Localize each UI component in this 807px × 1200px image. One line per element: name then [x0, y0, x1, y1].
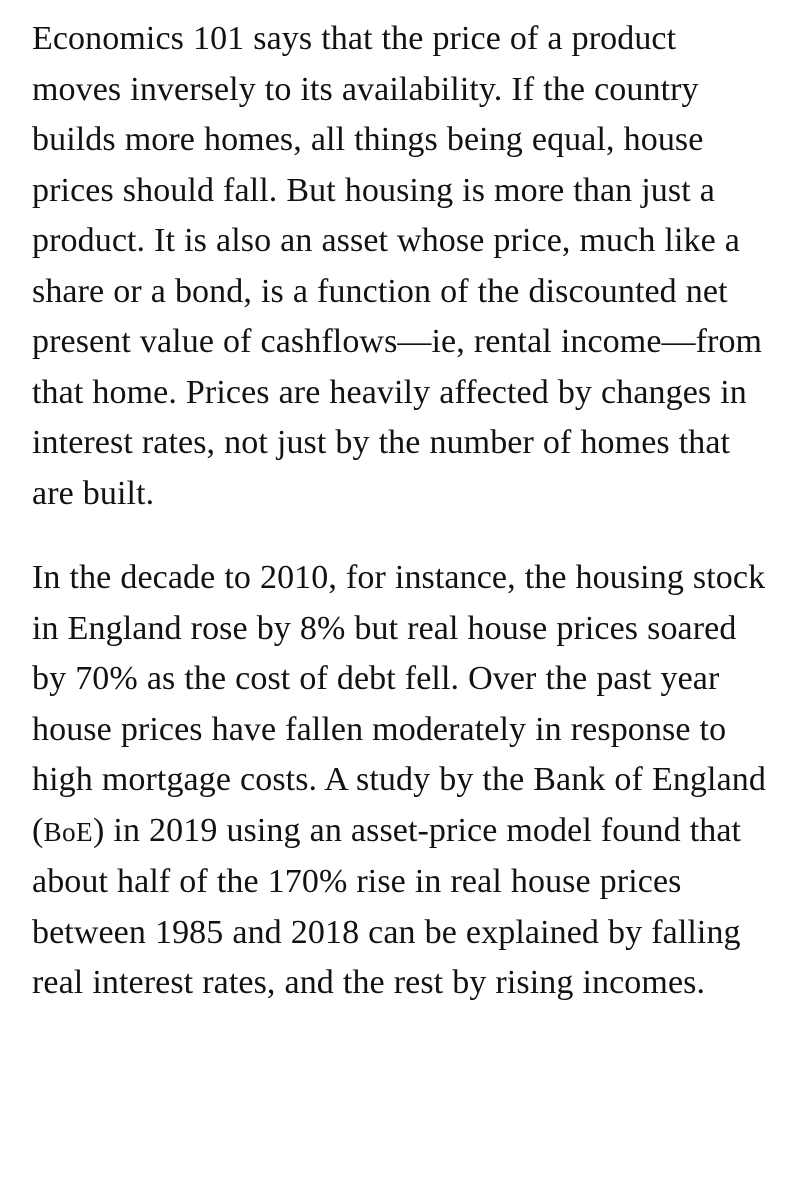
paragraph-2-text-before-abbreviation: In the decade to 2010, for instance, the housing stock in England rose by 8% but real house prices soared by 70% as the cost of debt fell. Over the past year house prices have fallen moderately in response to high mortgage costs. A study by the Bank of England ( [32, 559, 766, 849]
paragraph-2 [32, 553, 773, 1009]
paragraph-1: Economics 101 says that the price of a product moves inversely to its availability. If the country builds more homes, all things being equal, house prices should fall. But housing is more than just a product. It is also an asset whose price, much like a share or a bond, is a function of the discounted net present value of cashflows—ie, rental income—from that home. Prices are heavily affected by changes in interest rates, not just by the number of homes that are built. [32, 20, 763, 512]
abbreviation-boe: BoE [43, 816, 93, 847]
paragraph-2-text-after-abbreviation: ) in 2019 using an asset-price model found that about half of the 170% rise in real house prices between 1985 and 2018 can be explained by falling real interest rates, and the rest by rising incomes. [32, 811, 742, 1001]
